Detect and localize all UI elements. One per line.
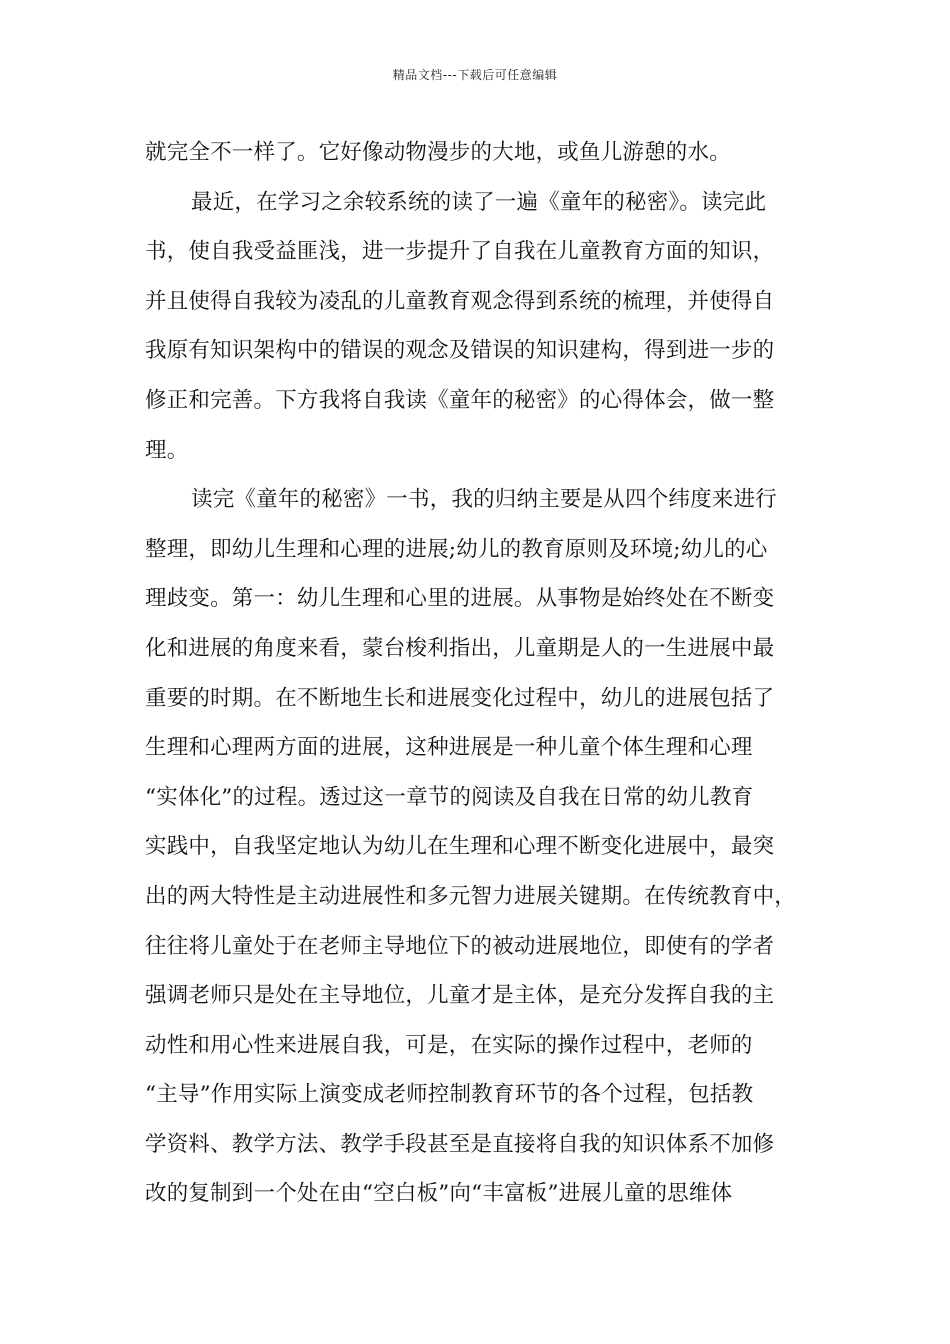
text-line: 并且使得自我较为凌乱的儿童教育观念得到系统的梳理，并使得自: [145, 288, 775, 314]
page-header: 精品文档---下载后可任意编辑: [392, 68, 558, 82]
text-line: 强调老师只是处在主导地位，儿童才是主体，是充分发挥自我的主: [145, 983, 775, 1009]
paragraph-start-line: 读完《童年的秘密》一书，我的归纳主要是从四个纬度来进行: [191, 487, 777, 513]
text-line: “实体化”的过程。透过这一章节的阅读及自我在日常的幼儿教育: [145, 784, 754, 810]
text-line: 重要的时期。在不断地生长和进展变化过程中，幼儿的进展包括了: [145, 685, 775, 711]
text-line: 动性和用心性来进展自我，可是，在实际的操作过程中，老师的: [145, 1032, 753, 1058]
text-line: 就完全不一样了。它好像动物漫步的大地，或鱼儿游憩的水。: [145, 140, 731, 165]
text-line: 理。: [145, 437, 189, 463]
text-line: 整理，即幼儿生理和心理的进展;幼儿的教育原则及环境;幼儿的心: [145, 536, 768, 562]
text-line: 我原有知识架构中的错误的观念及错误的知识建构，得到进一步的: [145, 338, 775, 364]
text-line: “主导”作用实际上演变成老师控制教育环节的各个过程，包括教: [145, 1082, 754, 1108]
text-line: 实践中，自我坚定地认为幼儿在生理和心理不断变化进展中，最突: [145, 834, 775, 860]
text-line: 出的两大特性是主动进展性和多元智力进展关键期。在传统教育中，: [145, 883, 797, 909]
text-line: 书，使自我受益匪浅，进一步提升了自我在儿童教育方面的知识，: [145, 239, 775, 265]
text-line: 生理和心理两方面的进展，这种进展是一种儿童个体生理和心理: [145, 735, 753, 761]
text-line: 修正和完善。下方我将自我读《童年的秘密》的心得体会，做一整: [145, 387, 775, 413]
text-line: 改的复制到一个处在由“空白板”向“丰富板”进展儿童的思维体: [145, 1181, 733, 1207]
document-body: [145, 128, 813, 1219]
text-line: 往往将儿童处于在老师主导地位下的被动进展地位，即使有的学者: [145, 933, 775, 959]
text-line: 理歧变。第一：幼儿生理和心里的进展。从事物是始终处在不断变: [145, 586, 775, 612]
text-line: 化和进展的角度来看，蒙台梭利指出，儿童期是人的一生进展中最: [145, 635, 775, 661]
text-line: 学资料、教学方法、教学手段甚至是直接将自我的知识体系不加修: [145, 1131, 775, 1157]
paragraph-start-line: 最近，在学习之余较系统的读了一遍《童年的秘密》。读完此: [191, 189, 767, 215]
